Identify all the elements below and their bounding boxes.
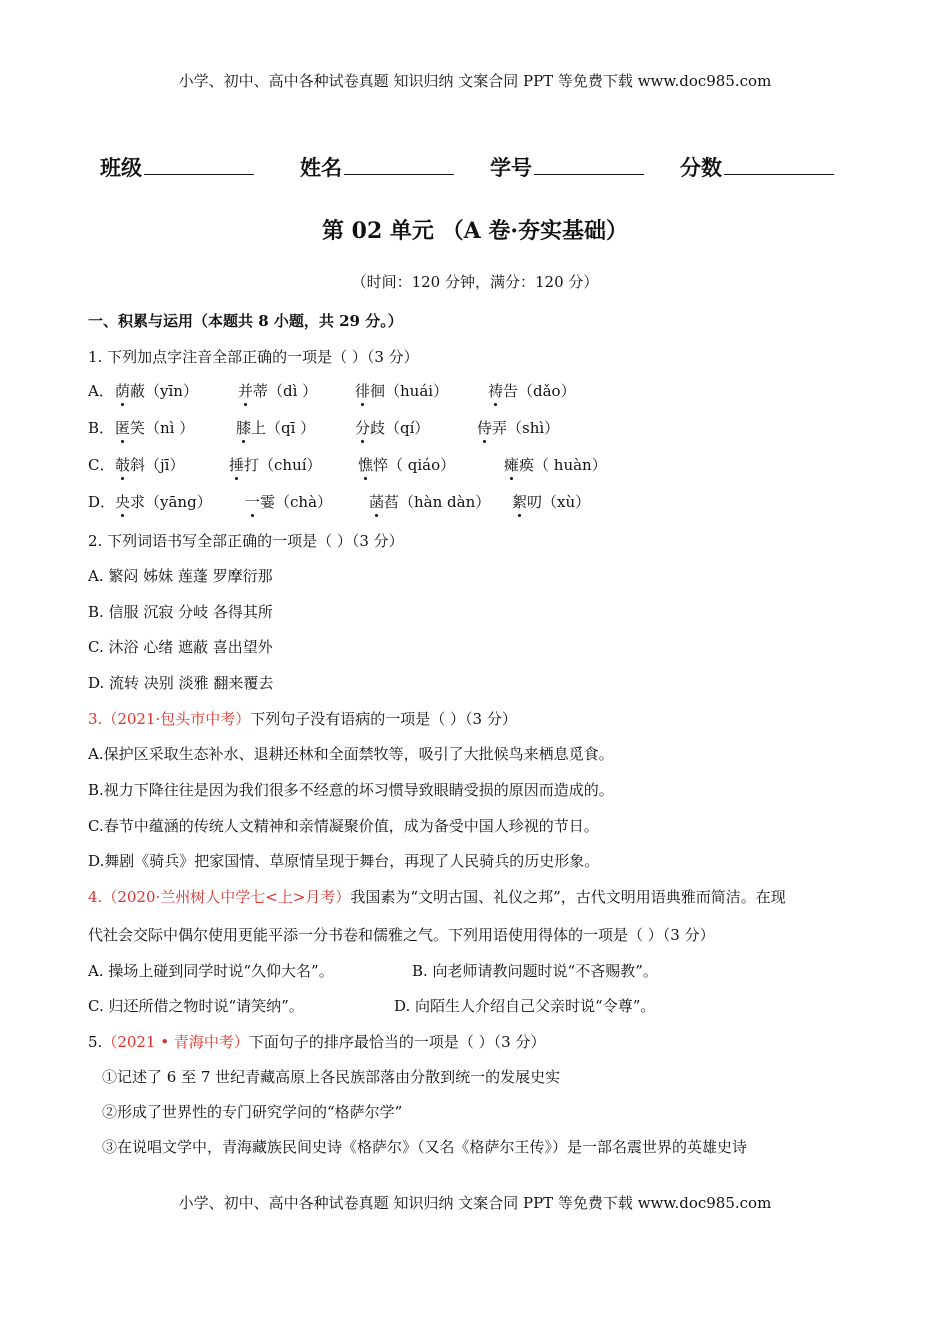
exam-subtitle: （时间：120 分钟，满分：120 分） [351, 273, 599, 291]
name-blank[interactable] [344, 156, 454, 175]
score-label: 分数 [680, 155, 722, 180]
q5-number: 5. [88, 1033, 103, 1051]
q4-number: 4. [88, 888, 103, 906]
option-word: 并蒂（dì ） [238, 382, 318, 400]
student-id-field[interactable] [490, 152, 680, 182]
option-word: 一霎（chà） [245, 493, 333, 511]
q4-option-a: A. 操场上碰到同学时说“久仰大名”。 [88, 962, 334, 980]
q3-stem-line [88, 708, 517, 729]
emphasis-dot-char: 瘫 [504, 456, 520, 474]
q3-option-d: D.舞剧《骑兵》把家国情、草原情呈现于舞台，再现了人民骑兵的历史形象。 [88, 852, 600, 870]
option-word: 膝上（qī ） [236, 419, 316, 437]
score-blank[interactable] [724, 156, 834, 175]
class-label: 班级 [100, 155, 142, 180]
emphasis-dot-char: 央 [115, 493, 131, 511]
option-word: 分歧（qí） [355, 419, 430, 437]
q1-option-c [88, 454, 607, 475]
emphasis-dot-char: 分 [355, 419, 371, 437]
option-word: 徘徊（huái） [355, 382, 449, 400]
q3-stem: 下列句子没有语病的一项是（ ）（3 分） [250, 710, 517, 728]
q1-option-b [88, 417, 560, 438]
emphasis-dot-char: 匿 [115, 419, 131, 437]
option-word: 憔悴（ qiáo） [358, 456, 456, 474]
score-field[interactable] [680, 152, 834, 182]
q4-stem: 我国素为“文明古国、礼仪之邦”，古代文明用语典雅而简洁。在现 [350, 888, 786, 906]
option-word: 攲斜（jī） [115, 456, 185, 474]
option-word: 侍弄（shì） [477, 419, 560, 437]
q4-option-d: D. 向陌生人介绍自己父亲时说“令尊”。 [394, 997, 656, 1015]
q3-number: 3. [88, 710, 103, 728]
q5-stem: 下面句子的排序最恰当的一项是（ ）（3 分） [248, 1033, 546, 1051]
emphasis-dot-char: 憔 [358, 456, 374, 474]
option-word: 央求（yāng） [115, 493, 212, 511]
q1-stem: 1. 下列加点字注音全部正确的一项是（ ）（3 分） [88, 348, 419, 366]
q5-sentence-2: ②形成了世界性的专门研究学问的“格萨尔学” [102, 1103, 403, 1121]
emphasis-dot-char: 侍 [477, 419, 493, 437]
name-field[interactable] [300, 152, 490, 182]
class-blank[interactable] [144, 156, 254, 175]
emphasis-dot-char: 捶 [229, 456, 245, 474]
option-word: 捶打（chuí） [229, 456, 322, 474]
q3-option-c: C.春节中蕴涵的传统人文精神和亲情凝聚价值，成为备受中国人珍视的节日。 [88, 817, 599, 835]
emphasis-dot-char: 膝 [236, 419, 252, 437]
q2-stem: 2. 下列词语书写全部正确的一项是（ ）（3 分） [88, 532, 404, 550]
q2-option-a: A. 繁闷 姊妹 莲蓬 罗摩衍那 [88, 567, 273, 585]
section-heading: 一、积累与运用（本题共 8 小题，共 29 分。） [88, 312, 403, 330]
q4-source: （2020·兰州树人中学七<上>月考） [102, 888, 351, 906]
option-word: 匿笑（nì ） [115, 419, 195, 437]
q4-stem-continued: 代社会交际中偶尔使用更能平添一分书卷和儒雅之气。下列用语使用得体的一项是（ ）（3 分） [88, 926, 715, 944]
emphasis-dot-char: 攲 [115, 456, 131, 474]
q4-stem-line [88, 886, 786, 907]
q3-source: （2021·包头市中考） [102, 710, 251, 728]
class-field[interactable] [100, 152, 300, 182]
q3-option-b: B.视力下降往往是因为我们很多不经意的坏习惯导致眼睛受损的原因而造成的。 [88, 781, 614, 799]
name-label: 姓名 [300, 155, 342, 180]
q2-option-b: B. 信服 沉寂 分岐 各得其所 [88, 603, 273, 621]
emphasis-dot-char: 祷 [488, 382, 504, 400]
q5-sentence-1: ①记述了 6 至 7 世纪青藏高原上各民族部落由分散到统一的发展史实 [102, 1068, 561, 1086]
q4-option-c: C. 归还所借之物时说“请笑纳”。 [88, 997, 304, 1015]
option-word: 絮叨（xù） [512, 493, 591, 511]
option-label: A． [88, 382, 114, 400]
q2-option-d: D. 流转 决别 淡雅 翻来覆去 [88, 674, 274, 692]
q4-option-b: B. 向老师请教问题时说“不吝赐教”。 [412, 962, 658, 980]
page-header: 小学、初中、高中各种试卷真题 知识归纳 文案合同 PPT 等免费下载 www.doc985.com [178, 72, 772, 90]
q1-option-d [88, 491, 591, 512]
option-label: B． [88, 419, 115, 437]
q3-option-a: A.保护区采取生态补水、退耕还林和全面禁牧等，吸引了大批候鸟来栖息觅食。 [88, 745, 614, 763]
student-id-label: 学号 [490, 155, 532, 180]
option-word: 荫蔽（yīn） [115, 382, 198, 400]
option-label: D． [88, 493, 116, 511]
option-word: 瘫痪（ huàn） [504, 456, 607, 474]
student-id-blank[interactable] [534, 156, 644, 175]
page-footer: 小学、初中、高中各种试卷真题 知识归纳 文案合同 PPT 等免费下载 www.doc985.com [178, 1194, 772, 1212]
emphasis-dot-char: 絮 [512, 493, 528, 511]
q5-stem-line [88, 1031, 545, 1052]
emphasis-dot-char: 徘 [355, 382, 371, 400]
q2-option-c: C. 沐浴 心绪 遮蔽 喜出望外 [88, 638, 273, 656]
option-label: C． [88, 456, 115, 474]
emphasis-dot-char: 一 [245, 493, 261, 511]
q5-sentence-3: ③在说唱文学中，青海藏族民间史诗《格萨尔》（又名《格萨尔王传》）是一部名震世界的英雄史诗 [102, 1138, 748, 1156]
option-word: 祷告（dǎo） [488, 382, 576, 400]
emphasis-dot-char: 并 [238, 382, 254, 400]
q1-option-a [88, 380, 576, 401]
option-word: 菡萏（hàn dàn） [369, 493, 491, 511]
emphasis-dot-char: 荫 [115, 382, 131, 400]
student-info-fields [100, 152, 834, 182]
q5-source: （2021 • 青海中考） [102, 1033, 249, 1051]
emphasis-dot-char: 菡 [369, 493, 385, 511]
page-title: 第 02 单元 （A 卷·夯实基础） [322, 218, 628, 244]
